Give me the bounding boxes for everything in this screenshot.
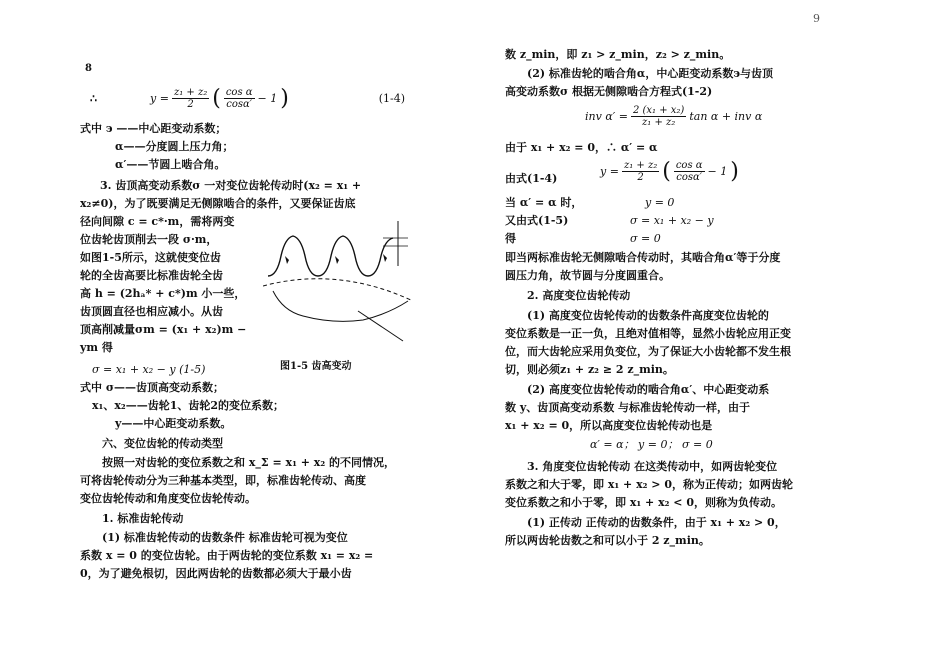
section-heading: 六、变位齿轮的传动类型 (102, 437, 223, 450)
page-number: 9 (813, 12, 820, 25)
fraction-z-sum (172, 87, 209, 110)
fraction-cos (674, 160, 705, 183)
text-line: 圆压力角，故节圆与分度圆重合。 (505, 269, 670, 282)
text-line: 齿顶圆直径也相应减小。从齿 (80, 305, 223, 318)
frac-den: cosα′ (226, 99, 253, 110)
right-paren: ) (280, 85, 289, 111)
therefore-symbol: ∴ (90, 92, 97, 105)
text-line: 系数 x = 0 的变位齿轮。由于两齿轮的变位系数 x₁ = x₂ = (80, 549, 374, 562)
left-paren: ( (662, 158, 671, 184)
frac-den: 2 (637, 172, 644, 183)
text-line: 顶高削减量σm = (x₁ + x₂)m − (80, 323, 247, 336)
subsection-heading: 3. 角度变位齿轮传动 在这类传动中，如两齿轮变位 (527, 460, 778, 473)
subsection-heading: 2. 高度变位齿轮传动 (527, 289, 631, 302)
text-line: 又由式(1-5) (505, 214, 569, 227)
text-line: (1) 标准齿轮传动的齿数条件 标准齿轮可视为变位 (102, 531, 348, 544)
text-line: 变位系数之和小于零，即 x₁ + x₂ < 0，则称为负传动。 (505, 496, 782, 509)
formula-line: y = 0 (645, 196, 675, 209)
right-paren: ) (730, 158, 739, 184)
text-line: (1) 高度变位齿轮传动的齿数条件高度变位齿轮的 (527, 309, 769, 322)
gear-tooth-figure (263, 216, 413, 344)
text-line: y——中心距变动系数。 (115, 417, 232, 430)
text-line: 式中 ϶ ——中心距变动系数； (80, 122, 227, 135)
left-page (80, 0, 405, 672)
fraction-z-sum (622, 160, 659, 183)
page-mark: 8 (85, 63, 92, 74)
frac-num: cos α (225, 87, 253, 98)
equation-1-5: σ = x₁ + x₂ − y (1-5) (92, 363, 206, 376)
frac-num: z₁ + z₂ (623, 160, 658, 171)
text-line: 位，而大齿轮应采用负变位，为了保证大小齿轮都不发生根 (505, 345, 791, 358)
eq-tail: − 1 (257, 92, 278, 105)
text-line: 如图1-5所示，这就使变位齿 (80, 251, 221, 264)
subsection-heading: 1. 标准齿轮传动 (102, 512, 184, 525)
text-line: 变位齿轮传动和角度变位齿轮传动。 (80, 492, 256, 505)
text-line: ym 得 (80, 341, 113, 354)
text-line: (1) 正传动 正传动的齿数条件，由于 x₁ + x₂ > 0， (527, 516, 786, 529)
text-line: 系数之和大于零，即 x₁ + x₂ > 0，称为正传动；如两齿轮 (505, 478, 793, 491)
right-page (505, 0, 830, 672)
frac-den: z₁ + z₂ (642, 117, 676, 128)
text-line: 变位系数是一正一负，且绝对值相等，显然小齿轮应用正变 (505, 327, 791, 340)
eq-lhs: inv α′ = (585, 110, 628, 123)
text-line: 由于 x₁ + x₂ = 0，∴ α′ = α (505, 141, 658, 154)
text-line: 可将齿轮传动分为三种基本类型，即，标准齿轮传动、高度 (80, 474, 366, 487)
frac-num: cos α (675, 160, 703, 171)
left-paren: ( (212, 85, 221, 111)
frac-num: 2 (x₁ + x₂) (632, 105, 685, 116)
section-heading: 3. 齿顶高变动系数σ 一对变位齿轮传动时(x₂ = x₁ + (100, 179, 362, 192)
text-line: x₂≠0)，为了既要满足无侧隙啮合的条件，又要保证齿底 (80, 197, 356, 210)
text-line: x₁ + x₂ = 0，所以高度变位齿轮传动也是 (505, 419, 713, 432)
frac-den: cosα′ (676, 172, 703, 183)
text-line: 高 h = (2hₐ* + c*)m 小一些， (80, 287, 246, 300)
eq-lhs: y = (150, 92, 169, 105)
text-line: x₁、x₂——齿轮1、齿轮2的变位系数； (92, 399, 285, 412)
text-line: 当 α′ = α 时， (505, 196, 583, 209)
text-line: 高变动系数σ 根据无侧隙啮合方程式(1-2) (505, 85, 713, 98)
text-line: 数 y、齿顶高变动系数 与标准齿轮传动一样，由于 (505, 401, 751, 414)
text-line: 式中 σ——齿顶高变动系数； (80, 381, 224, 394)
eq-tail: − 1 (707, 165, 728, 178)
equation-number: (1-4) (378, 92, 405, 105)
text-line: 由式(1-4) (505, 172, 558, 185)
eq-lhs: y = (600, 165, 619, 178)
text-line: 得 (505, 232, 516, 245)
equation-1-4 (90, 87, 405, 110)
text-line: 位齿轮齿顶削去一段 σ·m， (80, 233, 218, 246)
inv-equation (585, 105, 762, 128)
formula-line: σ = 0 (630, 232, 661, 245)
text-line: 径向间隙 c = c*·m，需将两变 (80, 215, 235, 228)
text-line: α′——节圆上啮合角。 (115, 158, 226, 171)
eq-tail: tan α + inv α (689, 110, 763, 123)
text-line: (2) 标准齿轮的啮合角α，中心距变动系数϶与齿顶 (527, 67, 774, 80)
fraction-cos (224, 87, 255, 110)
figure-caption: 图1-5 齿高变动 (280, 361, 352, 372)
text-line: 所以两齿轮齿数之和可以小于 2 z_min。 (505, 534, 710, 547)
fraction-inv (631, 105, 686, 128)
text-line: (2) 高度变位齿轮传动的啮合角α′、中心距变动系 (527, 383, 770, 396)
formula-line: α′ = α； y = 0； σ = 0 (590, 438, 713, 451)
equation-y (600, 160, 739, 183)
text-line: 按照一对齿轮的变位系数之和 x_Σ = x₁ + x₂ 的不同情况， (102, 456, 395, 469)
text-line: 轮的全齿高要比标准齿轮全齿 (80, 269, 223, 282)
formula-line: σ = x₁ + x₂ − y (630, 214, 714, 227)
text-line: α——分度圆上压力角； (115, 140, 234, 153)
text-line: 即当两标准齿轮无侧隙啮合传动时，其啮合角α′等于分度 (505, 251, 781, 264)
frac-num: z₁ + z₂ (173, 87, 208, 98)
frac-den: 2 (187, 99, 194, 110)
text-line: 0，为了避免根切，因此两齿轮的齿数都必须大于最小齿 (80, 567, 352, 580)
text-line: 切，则必须z₁ + z₂ ≥ 2 z_min。 (505, 363, 674, 376)
text-line: 数 z_min，即 z₁ > z_min，z₂ > z_min。 (505, 48, 731, 61)
